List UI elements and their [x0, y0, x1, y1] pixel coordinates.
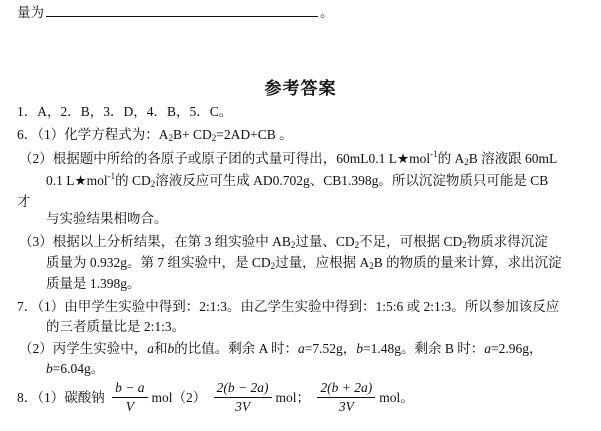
page-title: 参考答案	[264, 79, 337, 99]
q7-p2-text-e: =1.48g。剩余 B 时：	[363, 341, 485, 356]
var-a: a	[484, 341, 492, 356]
q6-p1-text-b: B+ CD	[173, 127, 212, 142]
subscript: 2	[354, 240, 360, 250]
q6-p3-text-a: （3）根据以上分析结果，在第 3 组实验中 AB	[19, 234, 291, 249]
fraction-1-numerator: b − a	[112, 380, 147, 398]
var-b: b	[46, 361, 53, 376]
subscript: 2	[462, 240, 467, 250]
var-b: b	[167, 341, 175, 356]
q6-part2-line1	[19, 150, 557, 168]
q6-part3-line3: 质量是 1.398g。	[46, 276, 141, 291]
q7-part1-line2: 的三者质量比是 2:1:3。	[46, 319, 186, 334]
q6-p3-text-f: 过量，应根据 A	[275, 255, 370, 270]
q6-p2-text-f: 溶液反应可生成 AD0.702g、CB1.398g。所以沉淀物质只可能是 CB	[155, 173, 549, 188]
fraction-3	[317, 380, 375, 415]
q8-unit-3: mol。	[379, 390, 414, 405]
q7-p2-text-b: 和	[154, 341, 168, 356]
q6-p2-text-a: （2）根据题中所给的各原子或原子团的式量可得出，60mL0.1 L★mol	[19, 151, 431, 166]
subscript: 2	[290, 240, 296, 250]
top-line	[17, 4, 334, 22]
q8-unit-2: mol；	[275, 390, 311, 405]
top-line-prefix: 量为	[17, 5, 44, 21]
q7-part1-line1: 7．（1）由甲学生实验中得到：2:1:3。由乙学生实验中得到：1:5:6 或 2:1:3。所以参加该反应	[17, 299, 560, 314]
fraction-2	[214, 380, 272, 415]
fraction-1-denominator: V	[125, 399, 134, 415]
q6-p1-text-c: =2AD+CB 。	[216, 127, 293, 142]
q6-part2-line3: 才	[17, 194, 31, 209]
q6-p3-text-g: B 的物质的量来计算，求出沉淀	[373, 255, 562, 270]
var-a: a	[147, 341, 154, 356]
q8-prefix: 8．（1）碳酸钠	[17, 390, 105, 405]
q7-p2-text-f: =2.96g，	[491, 341, 543, 356]
q6-part3-line1	[19, 233, 548, 251]
q6-p3-text-d: 物质求得沉淀	[466, 234, 548, 249]
subscript: 2	[464, 157, 469, 167]
answers-1-5: 1．A，2．B，3．D，4．B，5．C。	[17, 104, 233, 119]
subscript: 2	[270, 261, 276, 271]
q6-part2-line2	[46, 172, 548, 190]
fraction-3-numerator: 2(b + 2a)	[317, 380, 375, 398]
q7-p2-text-c: 的比值。剩余 A 时：	[174, 341, 299, 356]
answer-blank	[46, 4, 318, 17]
fraction-1	[112, 380, 147, 415]
q6-part3-line2	[46, 254, 562, 272]
q7-p2-text-a: （2）丙学生实验中，	[19, 341, 148, 356]
q6-part2-line4: 与实验结果相吻合。	[46, 211, 168, 226]
q7-p2-text-g: =6.04g。	[52, 361, 105, 376]
q6-p2-text-d: 0.1 L★mol	[46, 173, 108, 188]
subscript: 2	[168, 133, 173, 143]
q7-p2-text-d: =7.52g，	[304, 341, 357, 356]
superscript: -1	[430, 149, 438, 159]
q6-p2-text-c: B 溶液跟 60mL	[468, 151, 558, 166]
fraction-2-numerator: 2(b − 2a)	[214, 380, 272, 398]
subscript: 2	[369, 261, 374, 271]
top-line-suffix: 。	[320, 5, 334, 21]
fraction-2-denominator: 3V	[235, 399, 251, 415]
q6-p3-text-b: 过量、CD	[295, 234, 355, 249]
q6-p2-text-e: 的 CD	[115, 173, 151, 188]
var-a: a	[298, 341, 305, 356]
q6-p3-text-e: 质量为 0.932g。第 7 组实验中，是 CD	[46, 255, 271, 270]
superscript: -1	[107, 171, 116, 181]
subscript: 2	[150, 179, 156, 189]
subscript: 2	[211, 133, 217, 143]
q7-part2-line2	[46, 360, 104, 378]
fraction-3-denominator: 3V	[338, 399, 354, 415]
var-b: b	[356, 341, 364, 356]
q7-part2-line1	[19, 340, 543, 358]
q8-unit-1: mol（2）	[151, 390, 207, 405]
q6-p3-text-c: 不足，可根据 CD	[359, 234, 463, 249]
q8-line	[17, 379, 414, 417]
q6-p1-text-a: 6．（1）化学方程式为：A	[17, 127, 169, 142]
q6-part1	[17, 126, 293, 144]
q6-p2-text-b: 的 A	[437, 151, 465, 166]
